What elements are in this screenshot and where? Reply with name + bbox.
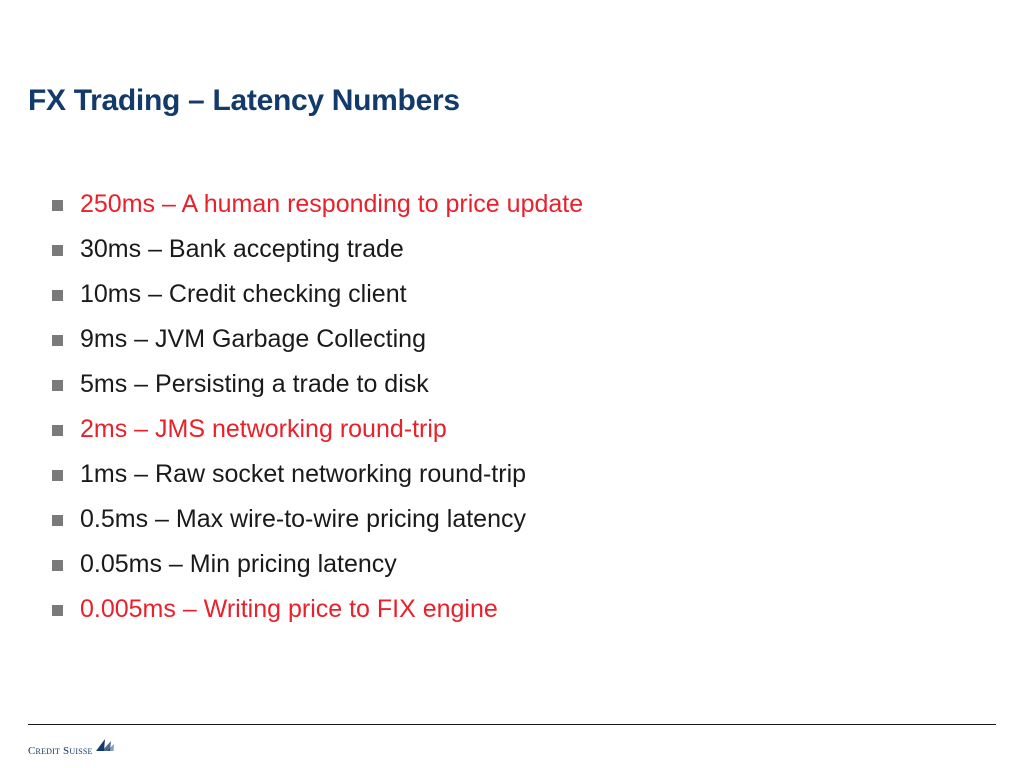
square-bullet-icon xyxy=(52,425,63,436)
square-bullet-icon xyxy=(52,515,63,526)
bullet-text: 30ms – Bank accepting trade xyxy=(80,235,404,263)
latency-bullet-list xyxy=(52,182,583,632)
square-bullet-icon xyxy=(52,290,63,301)
bullet-item xyxy=(52,227,583,272)
bullet-item xyxy=(52,542,583,587)
bullet-item xyxy=(52,587,583,632)
bullet-text: 250ms – A human responding to price update xyxy=(80,190,584,218)
bullet-text: 1ms – Raw socket networking round-trip xyxy=(80,460,527,488)
sails-logo-icon xyxy=(94,737,114,753)
bullet-item xyxy=(52,407,583,452)
square-bullet-icon xyxy=(52,470,63,481)
bullet-item xyxy=(52,362,583,407)
slide-title: FX Trading – Latency Numbers xyxy=(28,84,460,117)
bullet-text: 2ms – JMS networking round-trip xyxy=(80,415,447,443)
credit-suisse-logo xyxy=(28,734,114,760)
bullet-text: 0.005ms – Writing price to FIX engine xyxy=(80,595,498,623)
bullet-text: 0.05ms – Min pricing latency xyxy=(80,550,397,578)
bullet-text: 0.5ms – Max wire-to-wire pricing latency xyxy=(80,505,526,533)
square-bullet-icon xyxy=(52,605,63,616)
square-bullet-icon xyxy=(52,560,63,571)
square-bullet-icon xyxy=(52,380,63,391)
bullet-text: 5ms – Persisting a trade to disk xyxy=(80,370,429,398)
square-bullet-icon xyxy=(52,200,63,211)
logo-wordmark: Credit Suisse xyxy=(28,745,93,757)
bullet-text: 10ms – Credit checking client xyxy=(80,280,407,308)
square-bullet-icon xyxy=(52,245,63,256)
square-bullet-icon xyxy=(52,335,63,346)
footer-divider xyxy=(28,724,996,725)
bullet-item xyxy=(52,182,583,227)
bullet-item xyxy=(52,272,583,317)
bullet-item xyxy=(52,452,583,497)
bullet-item xyxy=(52,497,583,542)
bullet-text: 9ms – JVM Garbage Collecting xyxy=(80,325,426,353)
bullet-item xyxy=(52,317,583,362)
